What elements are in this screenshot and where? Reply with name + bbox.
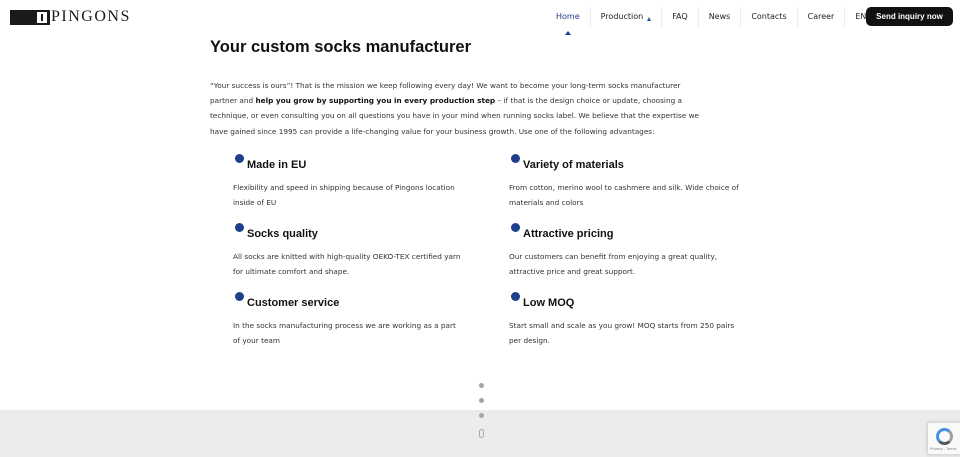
intro-text-bold: help you grow by supporting you in every production step — [255, 96, 496, 106]
nav-label-contacts: Contacts — [751, 12, 787, 21]
bullet-icon — [235, 154, 244, 163]
logo-text: PINGONS — [51, 8, 131, 25]
intro-paragraph — [210, 78, 705, 139]
nav-item-home[interactable] — [546, 7, 591, 27]
feature-description: Our customers can benefit from enjoying a great quality, attractive price and great support. — [509, 252, 718, 277]
feature-description: In the socks manufacturing process we are working as a part of your team — [233, 321, 456, 346]
bullet-icon — [511, 223, 520, 232]
feature-description: All socks are knitted with high-quality OEKO-TEX certified yarn for ultimate comfort and shape. — [233, 252, 461, 277]
feature-title: Attractive pricing — [523, 228, 614, 240]
feature-description: Start small and scale as you grow! MOQ starts from 250 pairs per design. — [509, 321, 735, 346]
feature-title: Made in EU — [247, 159, 307, 171]
nav-label-career: Career — [807, 12, 835, 21]
logo-mark-icon — [10, 10, 50, 25]
language-label: EN — [855, 12, 867, 21]
feature-title: Variety of materials — [523, 159, 624, 171]
feature-description: Flexibility and speed in shipping because of Pingons location inside of EU — [233, 183, 455, 208]
pager-dot[interactable] — [479, 383, 484, 388]
bullet-icon — [511, 292, 520, 301]
nav-item-news[interactable] — [699, 7, 742, 27]
pager-dot-current[interactable] — [479, 429, 484, 438]
bullet-icon — [235, 292, 244, 301]
bullet-icon — [511, 154, 520, 163]
recaptcha-badge[interactable] — [927, 422, 960, 455]
feature-description: From cotton, merino wool to cashmere and silk. Wide choice of materials and colors — [509, 183, 739, 208]
nav-item-faq[interactable] — [662, 7, 699, 27]
nav-label-news: News — [708, 12, 731, 21]
main-nav — [546, 7, 884, 27]
feature-title: Customer service — [247, 297, 340, 309]
nav-label-faq: FAQ — [672, 12, 688, 21]
send-inquiry-button[interactable]: Send inquiry now — [866, 7, 953, 26]
pingons-logo[interactable] — [10, 9, 131, 25]
recaptcha-footer-text[interactable]: Privacy - Terms — [930, 447, 957, 451]
page-title: Your custom socks manufacturer — [210, 38, 472, 56]
site-header — [0, 0, 960, 34]
intro-text-end: – if that is the design choice or update, choosing a technique, or even consulting you on all questions you have in your mind when running socks label. We believe that the expertise we have gained since 1995 can provide a life-changing value for your business growth. Use one of the following advantages: — [210, 96, 700, 136]
nav-label-home: Home — [556, 12, 580, 21]
nav-item-production[interactable] — [591, 7, 663, 27]
recaptcha-icon — [936, 428, 953, 445]
feature-title: Low MOQ — [523, 297, 575, 309]
nav-label-production: Production — [600, 12, 644, 21]
intro-text-start: “Your success is ours”! That is the mission we keep following every day! We want to become your long-term socks manufacturer partner and — [210, 81, 681, 106]
pager-dot[interactable] — [479, 413, 484, 418]
nav-item-contacts[interactable] — [741, 7, 797, 27]
dropdown-caret-icon — [647, 17, 651, 21]
pager-dot[interactable] — [479, 398, 484, 403]
nav-item-career[interactable] — [798, 7, 846, 27]
feature-title: Socks quality — [247, 228, 318, 240]
bullet-icon — [235, 223, 244, 232]
